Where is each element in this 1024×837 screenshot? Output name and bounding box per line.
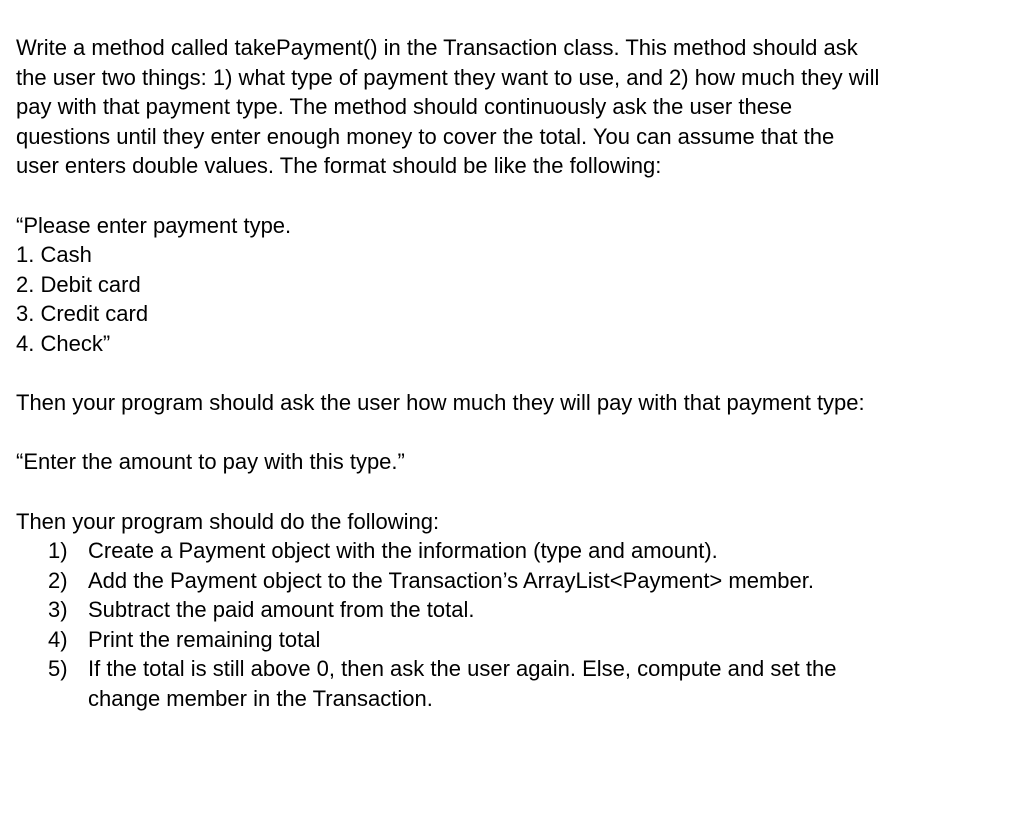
list-item	[16, 536, 1020, 566]
prompt-option: 4. Check”	[16, 330, 111, 356]
document-body	[16, 33, 1020, 714]
intro-paragraph	[16, 33, 1020, 181]
step-line: If the total is still above 0, then ask the user again. Else, compute and set the	[88, 656, 837, 682]
prompt-option: 3. Credit card	[16, 301, 149, 327]
steps-list	[16, 536, 1020, 714]
intro-line: the user two things: 1) what type of payment they want to use, and 2) how much they will	[16, 64, 880, 90]
list-item	[16, 566, 1020, 596]
step-text	[88, 654, 1020, 713]
amount-prompt-line: “Enter the amount to pay with this type.”	[16, 449, 405, 475]
intro-line: Write a method called takePayment() in the Transaction class. This method should ask	[16, 35, 858, 60]
then-ask-paragraph	[16, 388, 1020, 418]
intro-line: questions until they enter enough money to cover the total. You can assume that the	[16, 123, 835, 149]
prompt-line: “Please enter payment type.	[16, 212, 292, 238]
list-item	[16, 625, 1020, 655]
list-item	[16, 654, 1020, 713]
step-line: change member in the Transaction.	[88, 686, 433, 712]
step-number: 1)	[48, 538, 68, 564]
step-line: Subtract the paid amount from the total.	[88, 597, 475, 623]
step-number: 3)	[48, 597, 68, 623]
amount-prompt	[16, 447, 1020, 477]
spacer	[16, 181, 1020, 211]
step-text	[88, 625, 1020, 655]
list-item	[16, 595, 1020, 625]
step-number: 5)	[48, 656, 68, 682]
intro-line: pay with that payment type. The method should continuously ask the user these	[16, 94, 793, 120]
step-number: 2)	[48, 567, 68, 593]
then-do-paragraph	[16, 507, 1020, 537]
step-number: 4)	[48, 626, 68, 652]
step-text	[88, 536, 1020, 566]
spacer	[16, 359, 1020, 389]
step-line: Create a Payment object with the information (type and amount).	[88, 538, 718, 564]
step-line: Add the Payment object to the Transaction’s ArrayList<Payment> member.	[88, 567, 814, 593]
prompt-option: 1. Cash	[16, 242, 92, 268]
step-line: Print the remaining total	[88, 626, 321, 652]
step-text	[88, 595, 1020, 625]
intro-line: user enters double values. The format should be like the following:	[16, 153, 662, 179]
spacer	[16, 477, 1020, 507]
step-text	[88, 566, 1020, 596]
then-do-line: Then your program should do the following:	[16, 508, 440, 534]
prompt-option: 2. Debit card	[16, 271, 141, 297]
then-ask-line: Then your program should ask the user how much they will pay with that payment type:	[16, 390, 865, 416]
spacer	[16, 418, 1020, 448]
payment-type-prompt	[16, 211, 1020, 359]
